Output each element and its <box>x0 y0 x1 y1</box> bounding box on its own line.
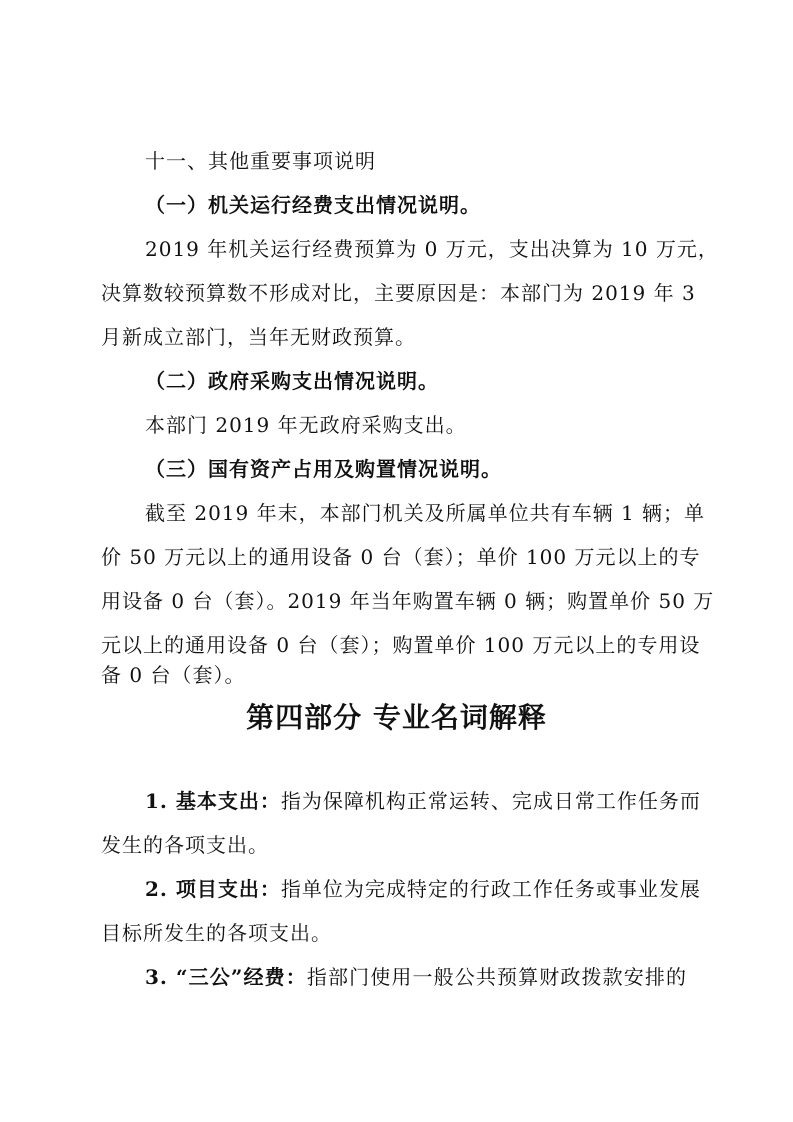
definition-text: 指单位为完成特定的行政工作任务或事业发展 <box>280 877 701 901</box>
paragraph-line: 价 50 万元以上的通用设备 0 台（套）；单价 100 万元以上的专 <box>101 545 701 569</box>
paragraph-line: 元以上的通用设备 0 台（套）；购置单价 100 万元以上的专用设 <box>101 633 701 657</box>
definition-text: 指为保障机构正常运转、完成日常工作任务而 <box>280 789 701 813</box>
definition-1 <box>145 786 701 816</box>
section-heading: 十一、其他重要事项说明 <box>145 149 376 173</box>
subsection-title-3: （三）国有资产占用及购置情况说明。 <box>145 457 502 481</box>
definition-text: 发生的各项支出。 <box>101 833 269 857</box>
paragraph-line: 决算数较预算数不形成对比，主要原因是：本部门为 2019 年 3 <box>101 281 696 305</box>
paragraph-line: 用设备 0 台（套）。2019 年当年购置车辆 0 辆；购置单价 50 万 <box>101 589 715 613</box>
paragraph-line: 月新成立部门，当年无财政预算。 <box>101 325 416 349</box>
paragraph-line: 2019 年机关运行经费预算为 0 万元，支出决算为 10 万元， <box>145 237 719 261</box>
definition-3 <box>145 962 687 992</box>
part-title: 第四部分 专业名词解释 <box>246 701 547 734</box>
definition-term: 1. 基本支出： <box>145 789 281 813</box>
definition-text: 指部门使用一般公共预算财政拨款安排的 <box>306 965 687 989</box>
paragraph-line: 备 0 台（套）。 <box>101 663 246 687</box>
definition-text: 目标所发生的各项支出。 <box>101 921 332 945</box>
subsection-title-1: （一）机关运行经费支出情况说明。 <box>145 193 481 217</box>
paragraph-line: 截至 2019 年末，本部门机关及所属单位共有车辆 1 辆；单 <box>145 501 706 525</box>
paragraph-line: 本部门 2019 年无政府采购支出。 <box>145 413 467 437</box>
definition-2 <box>145 874 701 904</box>
definition-term: 2. 项目支出： <box>145 877 281 901</box>
definition-term: 3. “三公”经费： <box>145 965 307 989</box>
subsection-title-2: （二）政府采购支出情况说明。 <box>145 369 439 393</box>
